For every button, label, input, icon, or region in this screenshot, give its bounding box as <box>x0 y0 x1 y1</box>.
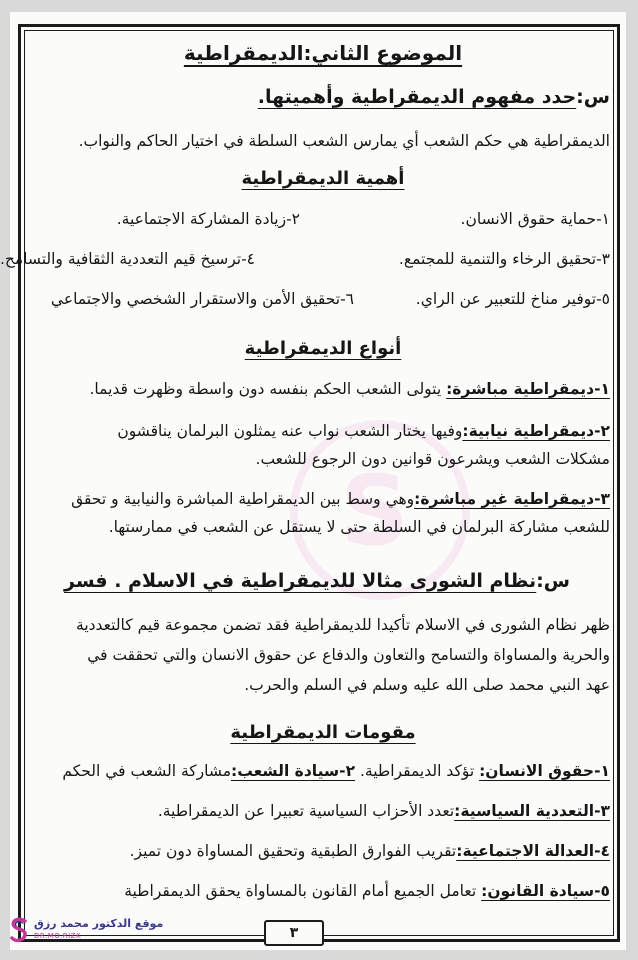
pillar-pluralism-term: ٣-التعددية السياسية: <box>454 802 610 820</box>
site-logo-english: DR.MO.RIZK <box>34 932 82 940</box>
pillar-5 <box>124 880 610 902</box>
pillar-4 <box>130 840 610 862</box>
type-indirect-text-1: وهي وسط بين الديمقراطية المباشرة والنيابية و تحقق <box>71 490 415 508</box>
question-2-prefix: س: <box>536 570 570 592</box>
democracy-definition: الديمقراطية هي حكم الشعب أي يمارس الشعب السلطة في اختيار الحاكم والنواب. <box>78 132 610 150</box>
question-1-prefix: س: <box>576 86 610 108</box>
type-indirect <box>71 488 610 510</box>
pillar-social-justice-text: تقريب الفوارق الطبقية وتحقيق المساواة دون تميز. <box>129 842 457 860</box>
type-representative <box>117 420 610 442</box>
pillar-pluralism-text: تعدد الأحزاب السياسية تعبيرا عن الديمقراطية. <box>157 802 455 820</box>
page-number: ٣ <box>264 920 324 946</box>
types-heading: أنواع الديمقراطية <box>244 338 402 359</box>
pillar-rule-of-law-term: ٥-سيادة القانون: <box>481 882 610 900</box>
question-1 <box>258 86 610 108</box>
type-direct <box>89 378 610 400</box>
question-1-text: حدد مفهوم الديمقراطية وأهميتها. <box>257 86 577 108</box>
question-2-text: نظام الشورى مثالا للديمقراطية في الاسلام . فسر <box>64 570 537 592</box>
importance-item-6: ٦-تحقيق الأمن والاستقرار الشخصي والاجتماعي <box>50 290 354 308</box>
importance-item-5: ٥-توفير مناخ للتعبير عن الراي. <box>415 290 610 308</box>
importance-item-2: ٢-زيادة المشاركة الاجتماعية. <box>116 210 300 228</box>
type-direct-text: يتولى الشعب الحكم بنفسه دون واسطة وظهرت قديما. <box>89 380 447 398</box>
pillar-popular-sovereignty-text: مشاركة الشعب في الحكم <box>62 762 232 780</box>
importance-item-1: ١-حماية حقوق الانسان. <box>460 210 610 228</box>
pillar-popular-sovereignty-term: ٢-سيادة الشعب: <box>231 762 356 780</box>
pillar-human-rights-text: تؤكد الديمقراطية. <box>355 762 480 780</box>
type-representative-text-1: وفيها يختار الشعب نواب عنه يمثلون البرلمان يناقشون <box>117 422 463 440</box>
pillar-human-rights-term: ١-حقوق الانسان: <box>479 762 610 780</box>
type-indirect-text-2: للشعب مشاركة البرلمان في السلطة حتى لا يستقل عن الشعب في ممارستها. <box>108 518 610 536</box>
importance-item-4: ٤-ترسيخ قيم التعددية الثقافية والتسامح. <box>0 250 255 268</box>
shura-line-3: عهد النبي محمد صلى الله عليه وسلم في السلم والحرب. <box>244 676 610 694</box>
watermark-logo-icon: S <box>340 455 410 567</box>
question-2 <box>64 570 570 592</box>
pillar-social-justice-term: ٤-العدالة الاجتماعية: <box>456 842 610 860</box>
pillar-1-2 <box>62 760 610 782</box>
type-indirect-term: ٣-ديمقراطية غير مباشرة: <box>414 490 610 508</box>
pillar-rule-of-law-text: تعامل الجميع أمام القانون بالمساواة يحقق الديمقراطية <box>124 882 482 900</box>
site-logo <box>8 916 163 944</box>
shura-line-2: والحرية والمساواة والتسامح والتعاون والدفاع عن حقوق الانسان والتي تحققت في <box>87 646 610 664</box>
page-title: الموضوع الثاني:الديمقراطية <box>183 41 463 65</box>
pillars-heading: مقومات الديمقراطية <box>230 722 416 743</box>
shura-line-1: ظهر نظام الشورى في الاسلام تأكيدا للديمقراطية فقد تضمن مجموعة قيم كالتعددية <box>76 616 610 634</box>
importance-heading: أهمية الديمقراطية <box>241 168 405 189</box>
site-logo-icon <box>8 916 30 944</box>
type-representative-term: ٢-ديمقراطية نيابية: <box>462 422 610 440</box>
site-logo-arabic: موقع الدكتور محمد رزق <box>34 917 164 930</box>
pillar-3 <box>158 800 610 822</box>
importance-item-3: ٣-تحقيق الرخاء والتنمية للمجتمع. <box>398 250 610 268</box>
type-direct-term: ١-ديمقراطية مباشرة: <box>446 380 610 398</box>
type-representative-text-2: مشكلات الشعب ويشرعون قوانين دون الرجوع للشعب. <box>255 450 610 468</box>
